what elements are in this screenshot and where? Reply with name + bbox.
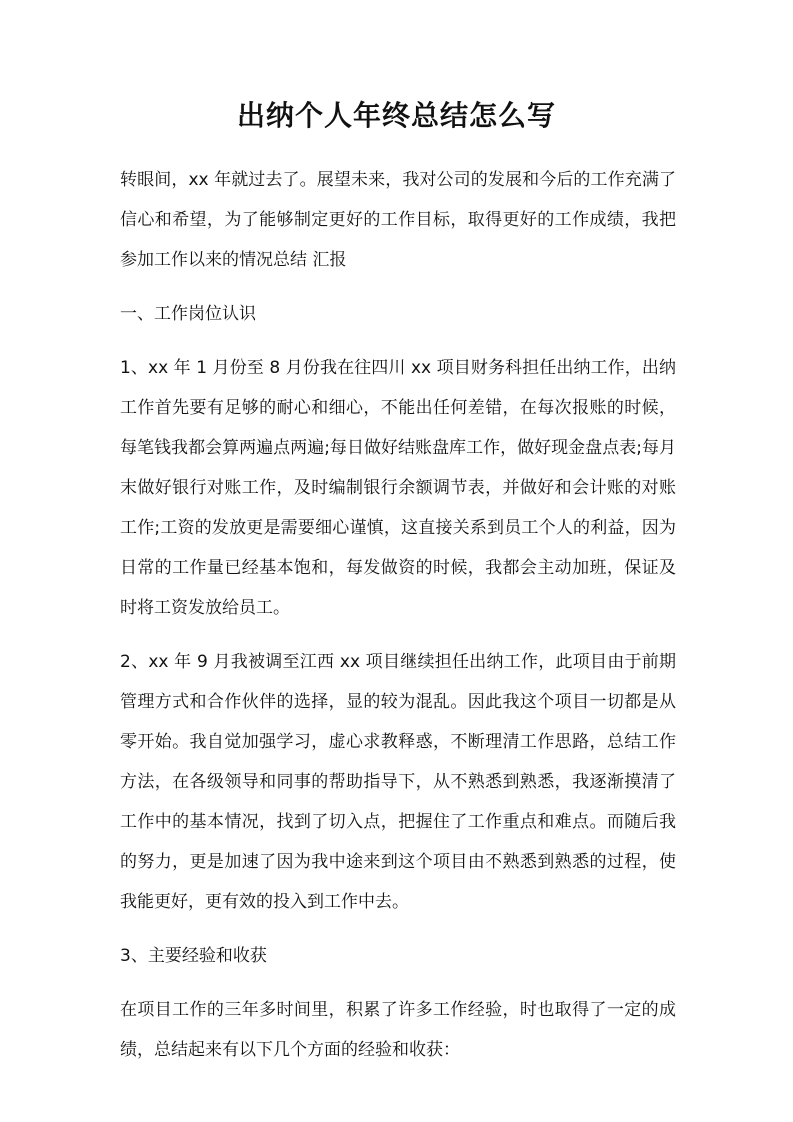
document-body	[120, 160, 676, 1084]
paragraph-item-2: 2、xx 年 9 月我被调至江西 xx 项目继续担任出纳工作，此项目由于前期管理方式和合作伙伴的选择，显的较为混乱。因此我这个项目一切都是从零开始。我自觉加强学习，虚心求教释惑，不断理清工作思路，总结工作方法，在各级领导和同事的帮助指导下，从不熟悉到熟悉，我逐渐摸清了工作中的基本情况，找到了切入点，把握住了工作重点和难点。而随后我的努力，更是加速了因为我中途来到这个项目由不熟悉到熟悉的过程，使我能更好，更有效的投入到工作中去。	[120, 652, 676, 912]
section-heading-experience: 3、主要经验和收获	[120, 946, 267, 966]
intro-paragraph: 转眼间，xx 年就过去了。展望未来，我对公司的发展和今后的工作充满了信心和希望，为了能够制定更好的工作目标，取得更好的工作成绩，我把参加工作以来的情况总结 汇报	[120, 170, 676, 270]
section-heading-job-role: 一、工作岗位认识	[120, 304, 256, 324]
experience-paragraph: 在项目工作的三年多时间里，积累了许多工作经验，时也取得了一定的成绩，总结起来有以下几个方面的经验和收获：	[120, 1000, 676, 1060]
paragraph-item-1: 1、xx 年 1 月份至 8 月份我在往四川 xx 项目财务科担任出纳工作，出纳工作首先要有足够的耐心和细心，不能出任何差错，在每次报账的时候，每笔钱我都会算两遍点两遍;每日做好结账盘库工作，做好现金盘点表;每月末做好银行对账工作，及时编制银行余额调节表，并做好和会计账的对账工作;工资的发放更是需要细心谨慎，这直接关系到员工个人的利益，因为日常的工作量已经基本饱和，每发做资的时候，我都会主动加班，保证及时将工资发放给员工。	[120, 358, 676, 618]
document-title: 出纳个人年终总结怎么写	[236, 99, 556, 132]
